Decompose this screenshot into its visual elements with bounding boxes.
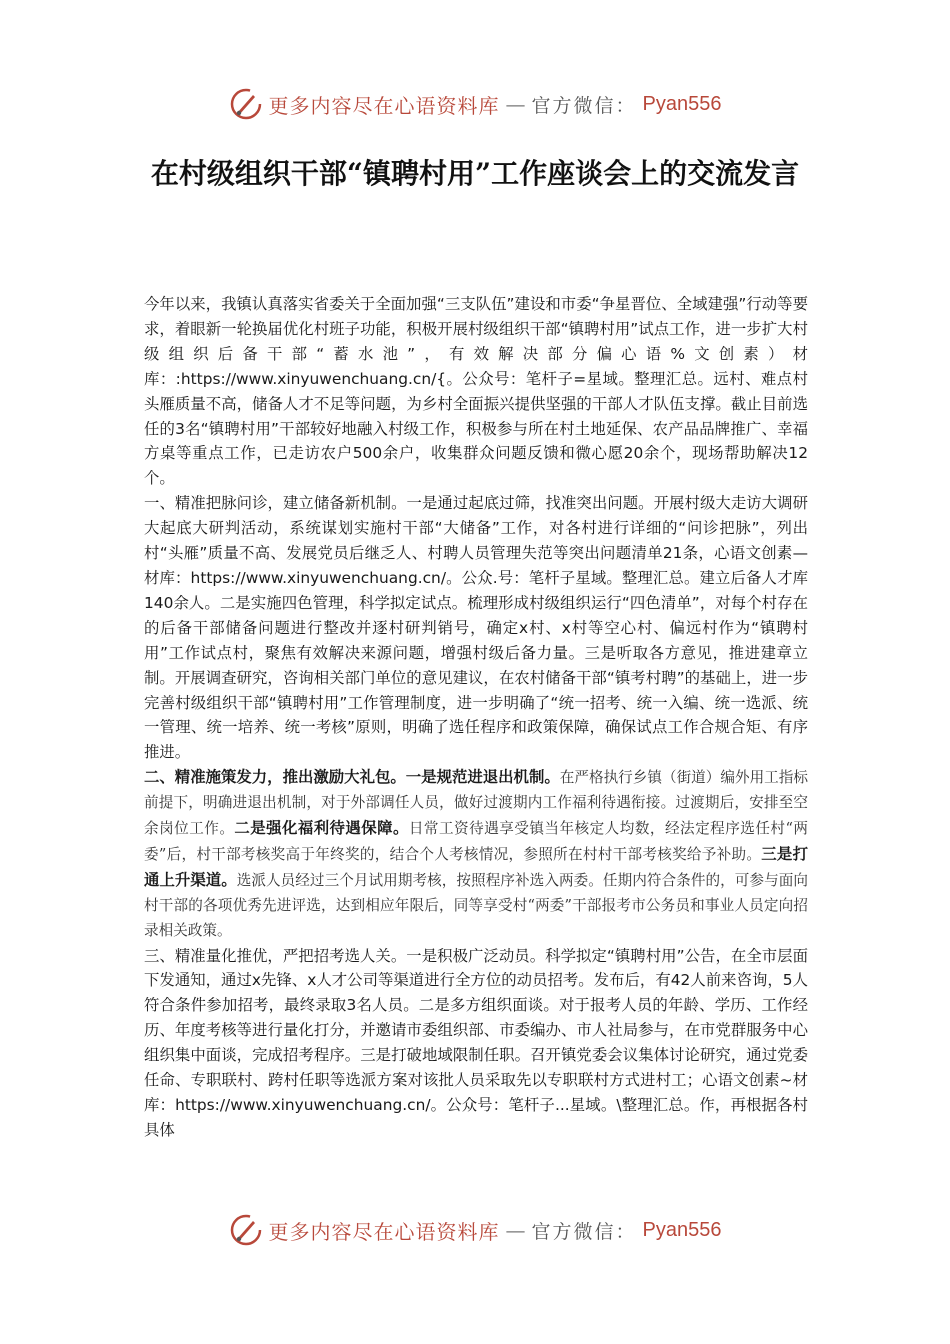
document-body xyxy=(144,292,808,1143)
section-2-heading: 二、精准施策发力，推出激励大礼包。一是规范进退出机制。 xyxy=(144,768,560,787)
watermark-brand: 更多内容尽在心语资料库 xyxy=(268,93,500,118)
brush-circle-icon xyxy=(229,1213,263,1247)
watermark-wechat-id: Pyan556 xyxy=(642,1218,722,1241)
section-1-paragraph: 一、精准把脉问诊，建立储备新机制。一是通过起底过筛，找准突出问题。开展村级大走访大调研大起底大研判活动，系统谋划实施村干部“大储备”工作，对各村进行详细的“问诊把脉”，列出村“头雁”质量不高、发展党员后继乏人、村聘人员管理失范等突出问题清单21条，心语文创素—材库：https://www.xinyuwenchuang.cn/。公众.号：笔杆子星域。整理汇总。建立后备人才库140余人。二是实施四色管理，科学拟定试点。梳理形成村级组织运行“四色清单”，对每个村存在的后备干部储备问题进行整改并逐村研判销号，确定x村、x村等空心村、偏远村作为“镇聘村用”工作试点村，聚焦有效解决来源问题，增强村级后备力量。三是听取各方意见，推进建章立制。开展调查研究，咨询相关部门单位的意见建议，在农村储备干部“镇考村聘”的基础上，进一步完善村级组织干部“镇聘村用”工作管理制度，进一步明确了“统一招考、统一入编、统一选派、统一管理、统一培养、统一考核”原则，明确了选任程序和政策保障，确保试点工作合规合矩、有序推进。 xyxy=(144,494,808,762)
section-2-subheading-3: 三是打通上升渠道。 xyxy=(144,844,808,889)
section-2-subheading-2: 二是强化福利待遇保障。 xyxy=(234,819,409,838)
watermark-brand: 更多内容尽在心语资料库 xyxy=(268,1219,500,1244)
section-2-part-2: 日常工资待遇享受镇当年核定人均数，经法定程序选任村“两委”后，村干部考核奖高于年终奖的，结合个人考核情况，参照所在村村干部考核奖给予补助。 xyxy=(144,820,808,863)
section-3-paragraph: 三、精准量化推优，严把招考选人关。一是积极广泛动员。科学拟定“镇聘村用”公告，在全市层面下发通知，通过x先锋、x人才公司等渠道进行全方位的动员招考。发布后，有42人前来咨询，5人符合条件参加招考，最终录取3名人员。二是多方组织面谈。对于报考人员的年龄、学历、工作经历、年度考核等进行量化打分，并邀请市委组织部、市委编办、市人社局参与，在市党群服务中心组织集中面谈，完成招考程序。三是打破地域限制任职。召开镇党委会议集体讨论研究，通过党委任命、专职联村、跨村任职等选派方案对该批人员采取先以专职联村方式进村工；心语文创素~材库：https://www.xinyuwenchuang.cn/。公众号：笔杆子...星域。\整理汇总。作，再根据各村具体 xyxy=(144,946,808,1139)
watermark-wechat-id: Pyan556 xyxy=(642,92,722,115)
section-2-part-3: 选派人员经过三个月试用期考核，按照程序补选入两委。任期内符合条件的，可参与面向村干部的各项优秀先进评选，达到相应年限后，同等享受村“两委”干部报考市公务员和事业人员定向招录相关政策。 xyxy=(144,871,808,939)
brush-circle-icon xyxy=(229,87,263,121)
watermark-dash: — xyxy=(505,92,526,116)
document-title: 在村级组织干部“镇聘村用”工作座谈会上的交流发言 xyxy=(150,157,800,190)
watermark-banner-top xyxy=(0,84,950,124)
section-2-paragraph xyxy=(144,765,808,943)
watermark-official-label: 官方微信： xyxy=(531,1220,637,1243)
watermark-official-label: 官方微信： xyxy=(531,94,637,117)
watermark-banner-bottom xyxy=(0,1210,950,1250)
section-2-part-1: 在严格执行乡镇（街道）编外用工指标前提下，明确进退出机制，对于外部调任人员，做好过渡期内工作福利待遇衔接。过渡期后，安排至空余岗位工作。 xyxy=(144,769,808,838)
watermark-dash: — xyxy=(505,1218,526,1242)
intro-paragraph: 今年以来，我镇认真落实省委关于全面加强“三支队伍”建设和市委“争星晋位、全域建强”行动等要求，着眼新一轮换届优化村班子功能，积极开展村级组织干部“镇聘村用”试点工作，进一步扩大村级组织后备干部“蓄水池”，有效解决部分偏心语%文创素）材库：:https://www.xinyuwenchuang.cn/{。公众号：笔杆子=星域。整理汇总。远村、难点村头雁质量不高，储备人才不足等问题，为乡村全面振兴提供坚强的干部人才队伍支撑。截止目前选任的3名“镇聘村用”干部较好地融入村级工作，积极参与所在村土地延保、农产品品牌推广、幸福方桌等重点工作，已走访农户500余户，收集群众问题反馈和微心愿20余个，现场帮助解决12个。 xyxy=(144,295,808,488)
